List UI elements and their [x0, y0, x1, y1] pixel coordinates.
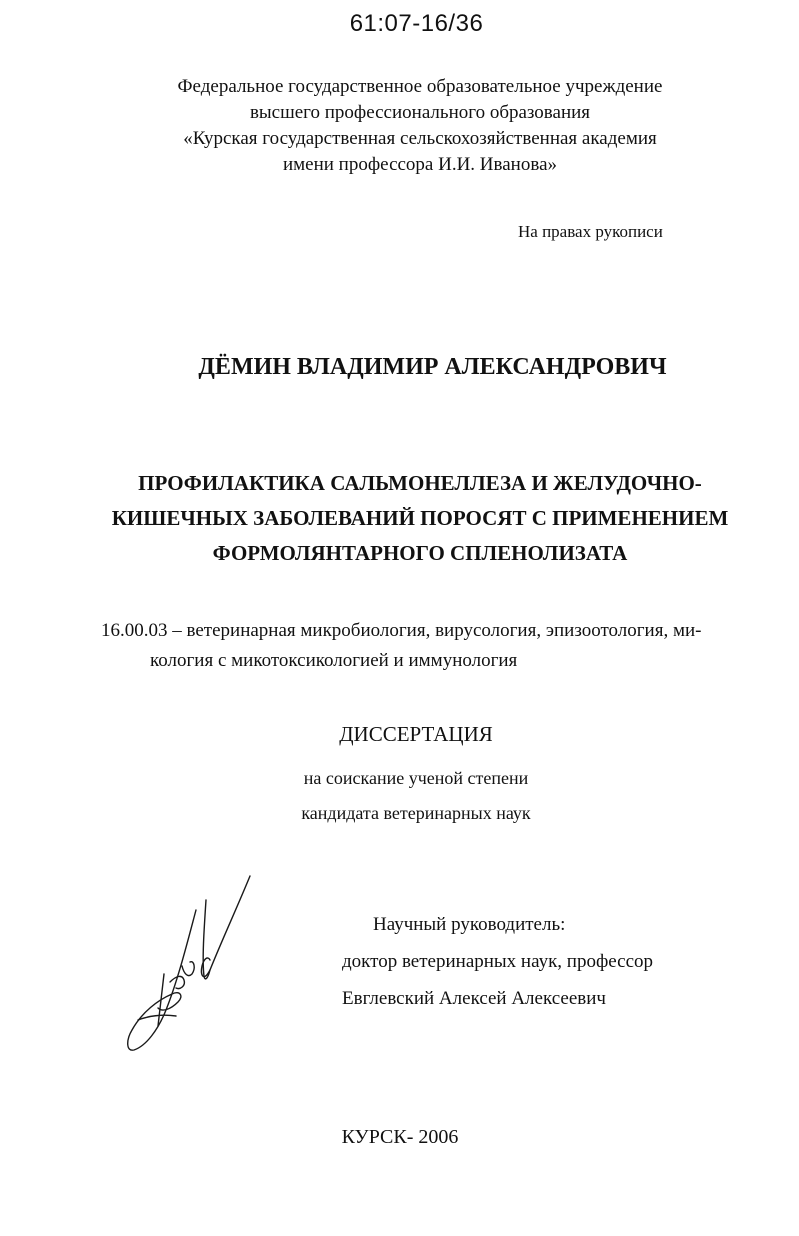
institution-line: «Курская государственная сельскохозяйственная академия [183, 128, 657, 149]
archive-code: 61:07-16/36 [349, 10, 484, 37]
institution-block [120, 74, 720, 178]
document-type: ДИССЕРТАЦИЯ [339, 722, 493, 746]
specialty-line: кология с микотоксикологией и иммунология [150, 650, 518, 671]
advisor-heading: Научный руководитель: [373, 914, 566, 935]
dissertation-title [80, 466, 760, 571]
title-line: ПРОФИЛАКТИКА САЛЬМОНЕЛЛЕЗА И ЖЕЛУДОЧНО- [138, 471, 702, 495]
title-line: КИШЕЧНЫХ ЗАБОЛЕВАНИЙ ПОРОСЯТ С ПРИМЕНЕНИЕМ [111, 506, 729, 530]
handwritten-signature [118, 870, 268, 1060]
degree-line: кандидата ветеринарных наук [301, 803, 531, 823]
advisor-block [342, 906, 653, 1017]
degree-line: на соискание ученой степени [303, 768, 529, 788]
institution-line: имени профессора И.И. Иванова» [282, 154, 558, 175]
institution-line: высшего профессионального образования [249, 102, 591, 123]
institution-line: Федеральное государственное образовательное учреждение [177, 76, 663, 97]
degree-block [230, 761, 602, 831]
specialty-block [101, 616, 701, 676]
title-line: ФОРМОЛЯНТАРНОГО СПЛЕНОЛИЗАТА [212, 541, 628, 565]
advisor-name: Евглевский Алексей Алексеевич [342, 988, 606, 1009]
specialty-line: 16.00.03 – ветеринарная микробиология, вирусология, эпизоотология, ми- [101, 620, 702, 641]
advisor-rank: доктор ветеринарных наук, профессор [342, 951, 654, 972]
author-name: ДЁМИН ВЛАДИМИР АЛЕКСАНДРОВИЧ [198, 354, 667, 380]
city-year: КУРСК- 2006 [341, 1126, 459, 1148]
rights-note: На правах рукописи [518, 222, 663, 241]
